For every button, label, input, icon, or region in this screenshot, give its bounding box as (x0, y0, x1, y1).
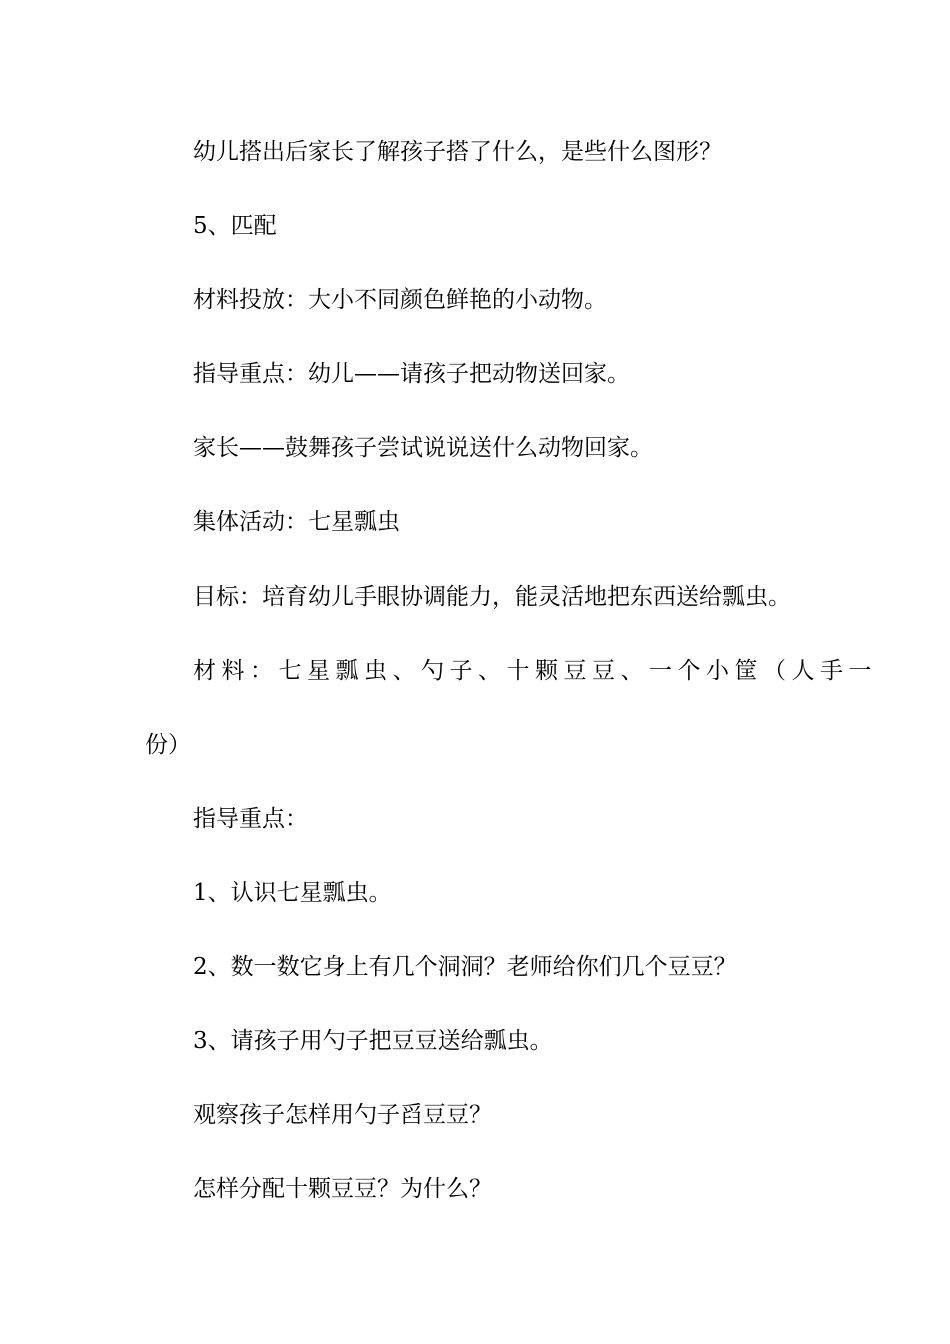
heading-matching: 5、匹配 (193, 213, 277, 239)
paragraph-materials-ladybug: 材料：七星瓢虫、勺子、十颗豆豆、一个小筐（人手一 (193, 658, 877, 684)
paragraph-materials-continued: 份） (145, 732, 191, 758)
list-item-3: 3、请孩子用勺子把豆豆送给瓢虫。 (193, 1028, 553, 1054)
paragraph-guidance-child: 指导重点：幼儿——请孩子把动物送回家。 (193, 361, 630, 387)
paragraph-guidance-parent: 家长——鼓舞孩子尝试说说送什么动物回家。 (193, 435, 653, 461)
paragraph-materials-placed: 材料投放：大小不同颜色鲜艳的小动物。 (193, 287, 607, 313)
paragraph-observe-spoon: 观察孩子怎样用勺子舀豆豆？ (193, 1102, 492, 1128)
list-item-1: 1、认识七星瓢虫。 (193, 880, 392, 906)
paragraph-goal: 目标：培育幼儿手眼协调能力，能灵活地把东西送给瓢虫。 (193, 584, 791, 610)
list-item-2: 2、数一数它身上有几个洞洞？老师给你们几个豆豆？ (193, 954, 737, 980)
paragraph-observe-shapes: 幼儿搭出后家长了解孩子搭了什么，是些什么图形？ (193, 139, 722, 165)
heading-group-activity: 集体活动：七星瓢虫 (193, 509, 400, 535)
heading-guidance-points: 指导重点： (193, 806, 308, 832)
paragraph-distribute-beans: 怎样分配十颗豆豆？为什么？ (193, 1176, 492, 1202)
